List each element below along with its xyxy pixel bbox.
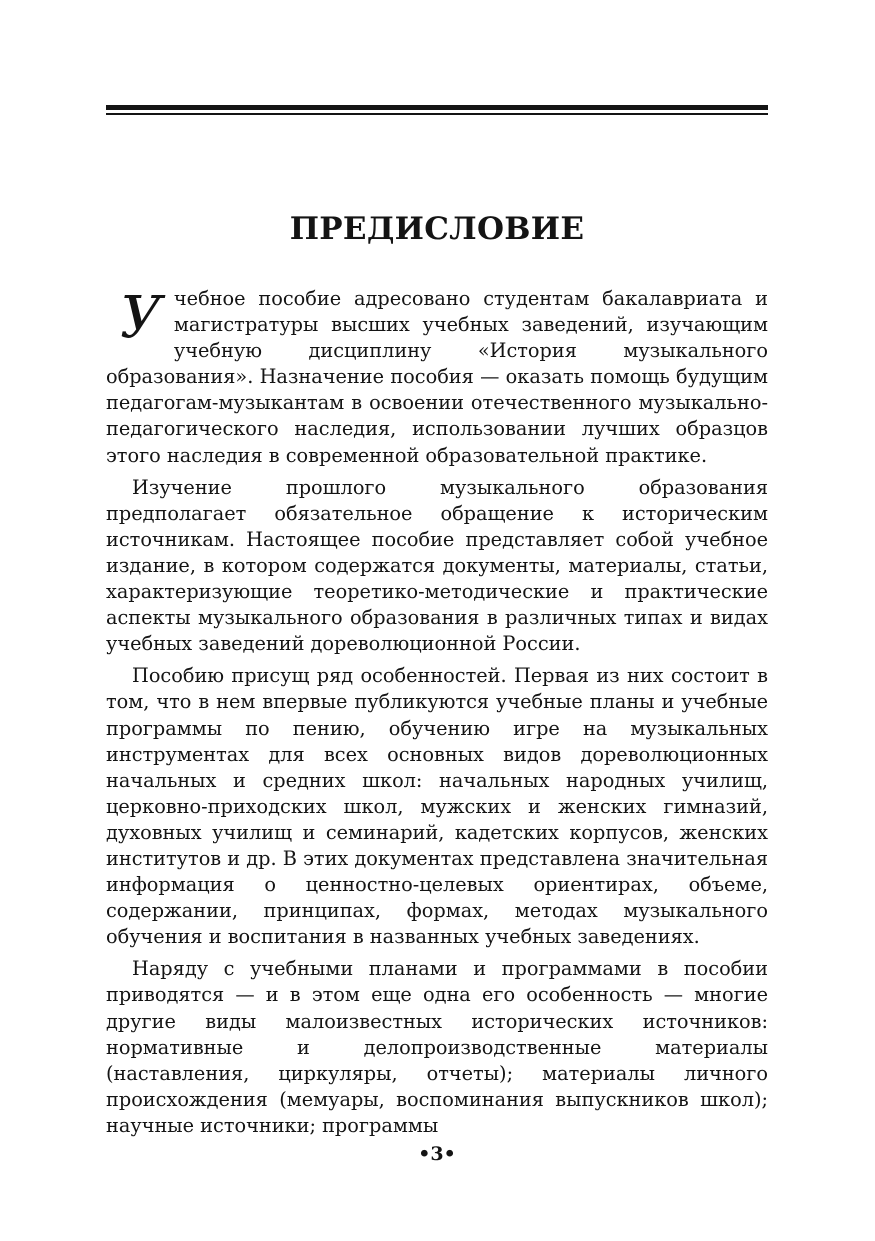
header-rule-thin	[106, 113, 768, 115]
paragraph-4: Наряду с учебными планами и программами в пособии приводятся — и в этом еще одна его особенность — многие другие виды малоизвестных исторических источников: нормативные и делопроизводственные материалы (наставления, циркуляры, отчеты); материалы личного происхождения (мемуары, воспоминания выпускников школ); научные источники; программы	[106, 957, 768, 1137]
paragraph-3: Пособию присущ ряд особенностей. Первая из них состоит в том, что в нем впервые публикуются учебные планы и учебные программы по пению, обучению игре на музыкальных инструментах для всех основных видов дореволюционных начальных и средних школ: начальных народных училищ, церковно-приходских школ, мужских и женских гимназий, духовных училищ и семинарий, кадетских корпусов, женских институтов и др. В этих документах представлена значительная информация о ценностно-целевых ориентирах, объеме, содержании, принципах, формах, методах музыкального обучения и воспитания в названных учебных заведениях.	[106, 664, 768, 949]
page-title: ПРЕДИСЛОВИЕ	[289, 211, 585, 247]
paragraph-2: Изучение прошлого музыкального образования предполагает обязательное обращение к историческим источникам. Настоящее пособие представляет собой учебное издание, в котором содержатся документы, материалы, статьи, характеризующие теоретико-методические и практические аспекты музыкального образования в различных типах и видах учебных заведений дореволюционной России.	[106, 475, 768, 656]
paragraph-1	[106, 283, 768, 469]
paragraph-1-text: чебное пособие адресовано студентам бакалавриата и магистратуры высших учебных заведений, изучающим учебную дисциплину «История музыкального образования». Назначение пособия — оказать помощь будущим педагогам-музыкантам в освоении отечественного музыкально-педагогического наследия, использовании лучших образцов этого наследия в современной образовательной практике.	[106, 287, 768, 467]
body-text	[106, 283, 768, 1145]
page-number: •3•	[418, 1143, 456, 1165]
drop-cap: У	[120, 283, 162, 351]
header-rule-thick	[106, 105, 768, 110]
